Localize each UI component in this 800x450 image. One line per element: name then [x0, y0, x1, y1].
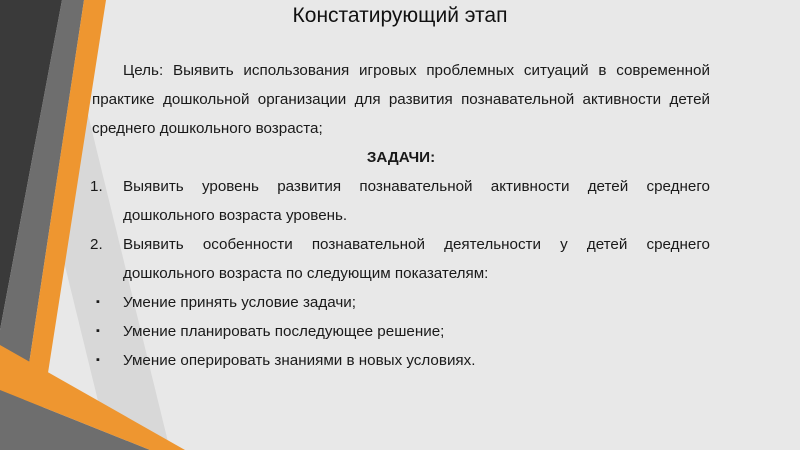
bullet-text: Умение оперировать знаниями в новых условиях. [123, 352, 476, 369]
list-number: 1. [90, 178, 103, 195]
bullet-icon: ▪ [96, 354, 100, 366]
bullet-list-item [92, 346, 710, 375]
slide-title: Констатирующий этап [292, 4, 508, 27]
list-item-text: Выявить особенности познавательной деятельности у детей среднего дошкольного возраста по следующим показателям: [123, 236, 710, 282]
bullet-icon: ▪ [96, 325, 100, 337]
numbered-list-item [92, 230, 710, 288]
tasks-heading: ЗАДАЧИ: [366, 149, 436, 166]
bullet-list-item [92, 288, 710, 317]
bullet-icon: ▪ [96, 296, 100, 308]
list-number: 2. [90, 236, 103, 253]
slide-body [92, 56, 710, 375]
numbered-list-item [92, 172, 710, 230]
goal-paragraph: Цель: Выявить использования игровых проблемных ситуаций в современной практике дошкольной организации для развития познавательной активности детей среднего дошкольного возраста; [92, 62, 710, 137]
bullet-text: Умение принять условие задачи; [123, 294, 356, 311]
list-item-text: Выявить уровень развития познавательной активности детей среднего дошкольного возраста уровень. [123, 178, 710, 224]
bullet-text: Умение планировать последующее решение; [123, 323, 445, 340]
bullet-list-item [92, 317, 710, 346]
